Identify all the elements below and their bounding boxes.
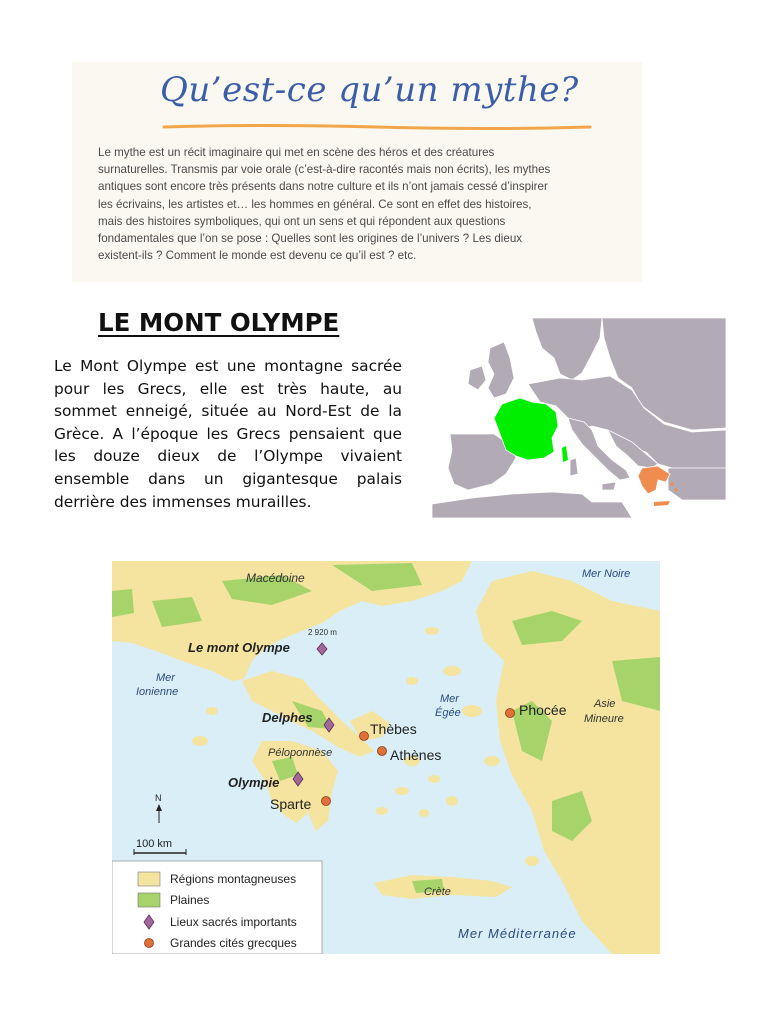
label-peloponnese: Péloponnèse bbox=[268, 747, 333, 759]
greece-map-svg bbox=[112, 561, 660, 954]
europe-map bbox=[432, 318, 726, 518]
myth-line: existent-ils ? Comment le monde est devenu ce qu’il est ? etc. bbox=[98, 249, 417, 263]
myth-line: mais des histoires symboliques, qui ont un sens et qui répondent aux questions bbox=[98, 214, 506, 228]
label-mer-egee-2: Égée bbox=[435, 707, 461, 719]
myth-title: Qu’est-ce qu’un mythe? bbox=[160, 70, 579, 110]
legend-mountain: Régions montagneuses bbox=[170, 872, 297, 886]
legend bbox=[112, 861, 322, 954]
label-mer-med: Mer Méditerranée bbox=[458, 926, 577, 941]
city-sparte-icon bbox=[322, 797, 331, 806]
legend-city-icon bbox=[145, 939, 154, 948]
label-athenes: Athènes bbox=[390, 747, 442, 763]
label-olympie: Olympie bbox=[228, 775, 280, 790]
turkey-land bbox=[668, 468, 726, 500]
myth-line: les écrivains, les artistes et… les hommes en général. Ce sont en effet des histoires, bbox=[98, 197, 532, 211]
label-altitude: 2 920 m bbox=[308, 628, 337, 637]
myth-line: Le mythe est un récit imaginaire qui met en scène des héros et des créatures bbox=[98, 146, 495, 159]
legend-sacred: Lieux sacrés importants bbox=[170, 915, 297, 929]
scale-label: 100 km bbox=[136, 838, 173, 850]
myth-box bbox=[72, 62, 642, 282]
city-thebes-icon bbox=[360, 732, 369, 741]
label-sparte: Sparte bbox=[270, 796, 312, 812]
north-label: N bbox=[155, 793, 162, 803]
label-macedoine: Macédoine bbox=[246, 571, 305, 585]
myth-line: fondamentales que l’on se pose : Quelles sont les origines de l’univers ? Les dieux bbox=[98, 232, 523, 246]
legend-city: Grandes cités grecques bbox=[170, 936, 297, 950]
north-plains-4 bbox=[112, 589, 134, 617]
legend-plain-swatch bbox=[138, 893, 160, 907]
label-delphes: Delphes bbox=[262, 710, 313, 725]
greece-map bbox=[112, 561, 660, 954]
label-asie-2: Mineure bbox=[584, 713, 624, 725]
label-mer-noire: Mer Noire bbox=[582, 568, 631, 580]
legend-plain: Plaines bbox=[170, 893, 210, 907]
olympe-title: LE MONT OLYMPE bbox=[98, 308, 340, 337]
europe-map-svg bbox=[432, 318, 726, 518]
label-thebes: Thèbes bbox=[370, 721, 417, 737]
city-phocee-icon bbox=[506, 709, 515, 718]
label-mer-ionienne-2: Ionienne bbox=[136, 686, 179, 698]
city-athenes-icon bbox=[378, 747, 387, 756]
myth-text bbox=[98, 144, 618, 264]
myth-title-underline bbox=[162, 124, 592, 130]
label-asie-1: Asie bbox=[594, 698, 616, 710]
label-crete: Crète bbox=[424, 886, 451, 898]
label-mer-ionienne-1: Mer bbox=[156, 672, 175, 684]
myth-line: surnaturelles. Transmis par voie orale (c’est-à-dire racontés mais non écrits), les mythes bbox=[98, 163, 551, 177]
myth-line: antiques sont encore très présents dans notre culture et ils n’ont jamais cessé d’inspirer bbox=[98, 180, 548, 194]
olympe-paragraph: Le Mont Olympe est une montagne sacrée pour les Grecs, elle est très haute, au sommet enneigé, située au Nord-Est de la Grèce. A l’époque les Grecs pensaient que les douze dieux de l’Olympe vivaient ensemble dans un gigantesque palais derrière des immenses murailles. bbox=[54, 357, 402, 511]
legend-mountain-swatch bbox=[138, 872, 160, 886]
label-mer-egee-1: Mer bbox=[440, 693, 459, 705]
label-phocee: Phocée bbox=[519, 702, 567, 718]
label-olympe: Le mont Olympe bbox=[188, 640, 290, 655]
